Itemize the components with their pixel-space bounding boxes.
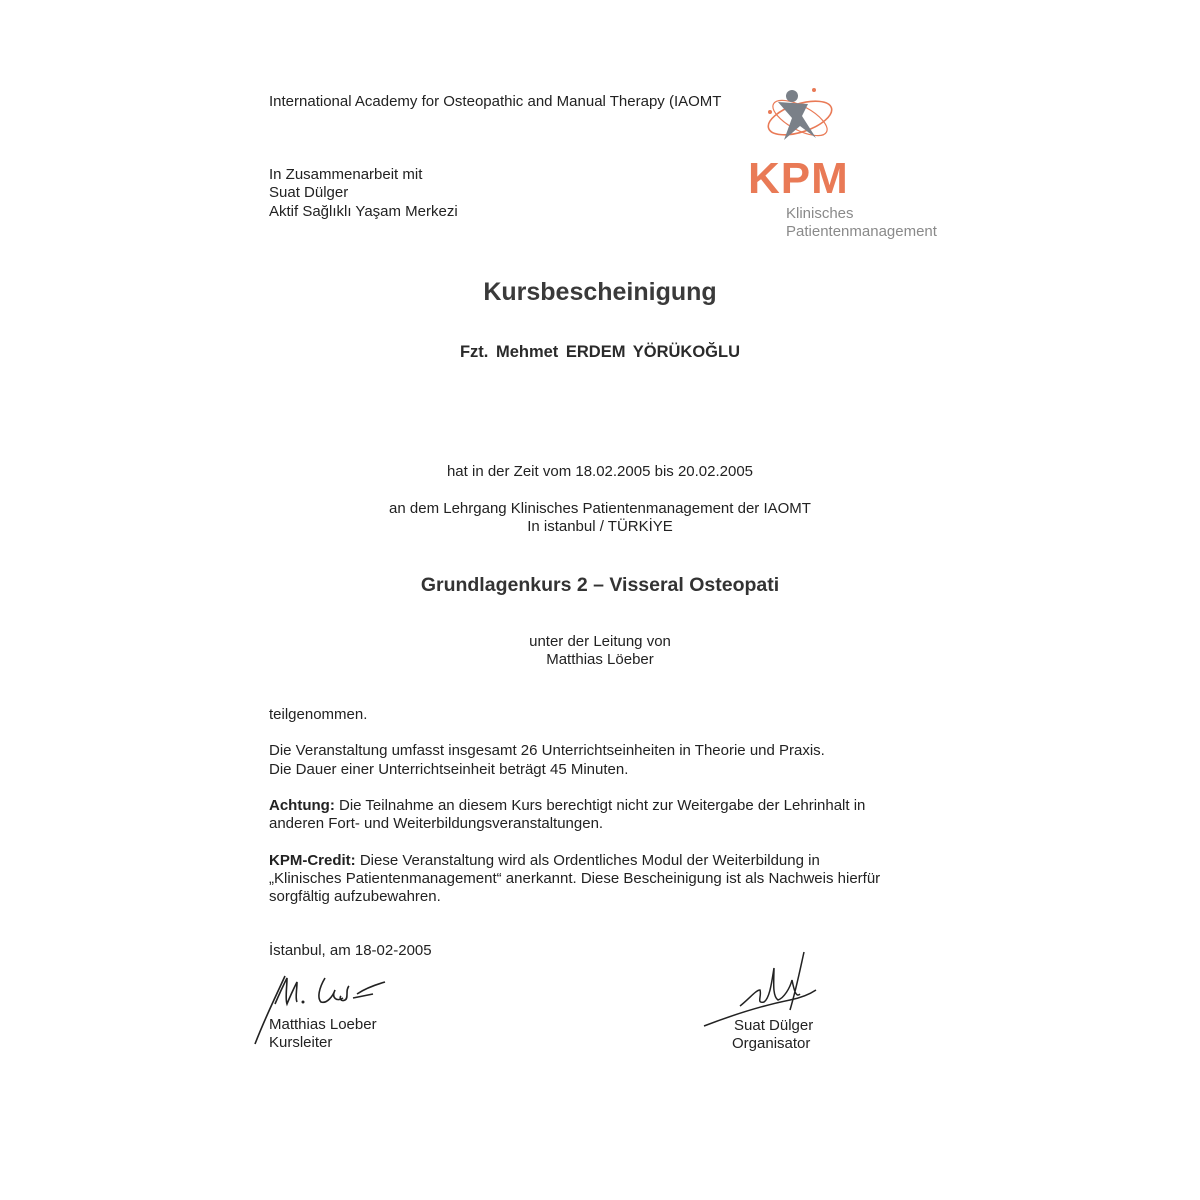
place-date: İstanbul, am 18-02-2005 (269, 942, 432, 959)
attention-line-2: anderen Fort- und Weiterbildungsveranstaltungen. (269, 815, 604, 832)
right-signer-role: Organisator (732, 1035, 811, 1052)
cooperation-line-1: In Zusammenarbeit mit (269, 166, 423, 183)
credit-text: Diese Veranstaltung wird als Ordentliches Modul der Weiterbildung in (355, 852, 820, 869)
credit-line-1 (269, 852, 820, 871)
kpm-logo-text: KPM (748, 154, 849, 203)
cooperation-line-3: Aktif Sağlıklı Yaşam Merkezi (269, 203, 458, 220)
cooperation-line-2: Suat Dülger (269, 184, 349, 201)
program-line-2: In istanbul / TÜRKİYE (527, 518, 673, 535)
star-figure-icon (756, 82, 846, 154)
left-signer-role: Kursleiter (269, 1034, 333, 1051)
attention-label: Achtung: (269, 797, 335, 814)
lead-line-2: Matthias Löeber (546, 651, 654, 668)
credit-label: KPM-Credit: (269, 852, 356, 869)
recipient-name: Fzt. Mehmet ERDEM YÖRÜKOĞLU (459, 343, 741, 361)
academy-name: International Academy for Osteopathic and Manual Therapy (IAOMT (269, 93, 722, 110)
left-signer-name: Matthias Loeber (269, 1016, 377, 1033)
course-period: hat in der Zeit vom 18.02.2005 bis 20.02.2005 (446, 463, 754, 480)
kpm-logo (748, 82, 948, 247)
lead-line-1: unter der Leitung von (529, 633, 671, 650)
course-title: Grundlagenkurs 2 – Visseral Osteopati (420, 574, 780, 596)
participated-text: teilgenommen. (269, 706, 368, 723)
attention-line-1 (269, 797, 865, 816)
attention-text: Die Teilnahme an diesem Kurs berechtigt nicht zur Weitergabe der Lehrinhalt in (334, 797, 866, 814)
program-line-1: an dem Lehrgang Klinisches Patientenmanagement der IAOMT (389, 500, 811, 517)
duration-line-2: Die Dauer einer Unterrichtseinheit beträgt 45 Minuten. (269, 761, 629, 778)
credit-line-2: „Klinisches Patientenmanagement“ anerkannt. Diese Bescheinigung ist als Nachweis hierfür (269, 870, 881, 887)
duration-line-1: Die Veranstaltung umfasst insgesamt 26 Unterrichtseinheiten in Theorie und Praxis. (269, 742, 825, 759)
right-signer-name: Suat Dülger (734, 1017, 814, 1034)
kpm-logo-sub-2: Patientenmanagement (786, 223, 937, 240)
kpm-logo-sub-1: Klinisches (786, 205, 854, 222)
credit-line-3: sorgfältig aufzubewahren. (269, 888, 441, 905)
certificate-title: Kursbescheinigung (483, 278, 717, 306)
